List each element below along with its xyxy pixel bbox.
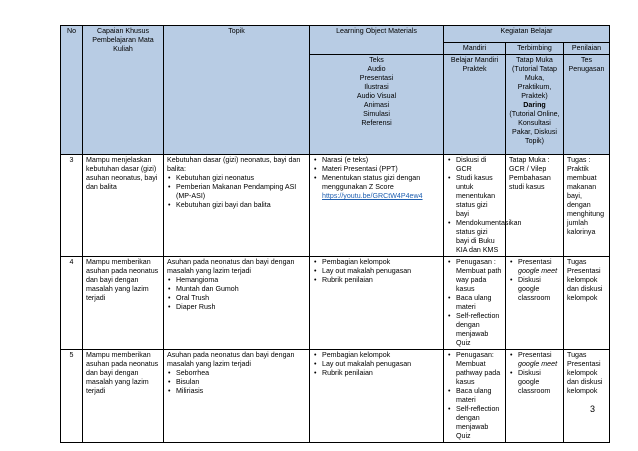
list-item: • Penugasan : Membuat path way pada kasus bbox=[447, 258, 502, 294]
row-capaian: Mampu memberikan asuhan pada neonatus dan bayi dengan masalah yang lazim terjadi bbox=[83, 257, 164, 350]
row-terbimbing: Tatap Muka : GCR / Vilep Pembahasan studi kasus bbox=[506, 155, 564, 257]
row-capaian: Mampu menjelaskan kebutuhan dasar (gizi) asuhan neonatus, bayi dan balita bbox=[83, 155, 164, 257]
terbimbing-desc: Tatap Muka (Tutorial Tatap Muka, Praktikum, Praktek) Daring (Tutorial Online, Konsultasi Pakar, Diskusi Topik) bbox=[506, 55, 564, 155]
row-no: 5 bbox=[61, 350, 83, 443]
header-kegiatan: Kegiatan Belajar bbox=[444, 26, 610, 43]
row-topik: Asuhan pada neonatus dan bayi dengan masalah yang lazim terjadi • Hemangioma • Muntah dan Gumoh • Oral Trush • Diaper Rush bbox=[164, 257, 310, 350]
list-item: • Lay out makalah penugasan bbox=[313, 267, 440, 276]
daring-label: Daring bbox=[523, 101, 546, 109]
list-item: • Diskusi google classroom bbox=[509, 276, 560, 303]
list-item: • Rubrik penilaian bbox=[313, 369, 440, 378]
list-item: • Self-reflection dengan menjawab Quiz bbox=[447, 312, 502, 348]
list-item: • Baca ulang materi bbox=[447, 294, 502, 312]
list-item: • Penugasan: Membuat pathway pada kasus bbox=[447, 351, 502, 387]
list-item: • Mendokumentasikan status gizi bayi di Buku KIA dan KMS bbox=[447, 219, 502, 255]
list-item: • Bisulan bbox=[167, 378, 306, 387]
header-terbimbing: Terbimbing bbox=[506, 43, 564, 55]
row-materi bbox=[310, 350, 444, 443]
header-lom: Learning Object Materials bbox=[310, 26, 444, 55]
list-item: • Baca ulang materi bbox=[447, 387, 502, 405]
row-penilaian: Tugas : Praktik membuat makanan bayi, dengan menghitung jumlah kalorinya bbox=[564, 155, 610, 257]
list-item: • Pemberian Makanan Pendamping ASI (MP-ASI) bbox=[167, 183, 306, 201]
header-no: No bbox=[61, 26, 83, 155]
row-mandiri bbox=[444, 257, 506, 350]
table-row bbox=[61, 257, 610, 350]
course-plan-table bbox=[60, 25, 610, 443]
youtube-link[interactable]: https://youtu.be/GRCtW4P4ew4 bbox=[322, 192, 423, 200]
list-item: • Muntah dan Gumoh bbox=[167, 285, 306, 294]
list-item: • Seborrhea bbox=[167, 369, 306, 378]
row-topik: Kebutuhan dasar (gizi) neonatus, bayi dan balita: • Kebutuhan gizi neonatus • Pemberian Makanan Pendamping ASI (MP-ASI) • Kebutuhan gizi bayi dan balita bbox=[164, 155, 310, 257]
row-capaian: Mampu memberikan asuhan pada neonatus dan bayi dengan masalah yang lazim terjadi bbox=[83, 350, 164, 443]
row-mandiri bbox=[444, 350, 506, 443]
row-terbimbing bbox=[506, 350, 564, 443]
row-materi bbox=[310, 257, 444, 350]
header-penilaian: Penilaian bbox=[564, 43, 610, 55]
list-item: • Diskusi di GCR bbox=[447, 156, 502, 174]
row-topik: Asuhan pada neonatus dan bayi dengan masalah yang lazim terjadi • Seborrhea • Bisulan • Miliriasis bbox=[164, 350, 310, 443]
row-no: 3 bbox=[61, 155, 83, 257]
list-item: • Miliriasis bbox=[167, 387, 306, 396]
list-item: • Studi kasus untuk menentukan status gizi bayi bbox=[447, 174, 502, 219]
list-item: • Self-reflection dengan menjawab Quiz bbox=[447, 405, 502, 441]
list-item: • Menentukan status gizi dengan menggunakan Z Score https://youtu.be/GRCtW4P4ew4 bbox=[313, 174, 440, 201]
list-item: • Lay out makalah penugasan bbox=[313, 360, 440, 369]
table-row bbox=[61, 350, 610, 443]
row-terbimbing bbox=[506, 257, 564, 350]
list-item: • Hemangioma bbox=[167, 276, 306, 285]
list-item: • Presentasi google meet bbox=[509, 258, 560, 276]
row-penilaian: Tugas Presentasi kelompok dan diskusi kelompok bbox=[564, 350, 610, 443]
header-capaian: Capaian Khusus Pembelajaran Mata Kuliah bbox=[83, 26, 164, 155]
list-item: • Presentasi google meet bbox=[509, 351, 560, 369]
row-no: 4 bbox=[61, 257, 83, 350]
header-topik: Topik bbox=[164, 26, 310, 155]
list-item: • Rubrik penilaian bbox=[313, 276, 440, 285]
penilaian-desc: Tes Penugasan bbox=[564, 55, 610, 155]
row-mandiri bbox=[444, 155, 522, 257]
list-item: • Diaper Rush bbox=[167, 303, 306, 312]
list-item: • Kebutuhan gizi neonatus bbox=[167, 174, 306, 183]
list-item: • Pembagian kelompok bbox=[313, 351, 440, 360]
list-item: • Narasi (e teks) bbox=[313, 156, 440, 165]
page-number: 3 bbox=[590, 404, 596, 414]
row-penilaian: Tugas Presentasi kelompok dan diskusi kelompok bbox=[564, 257, 610, 350]
table-row bbox=[61, 155, 610, 257]
lom-items: Teks Audio Presentasi Ilustrasi Audio Visual Animasi Simulasi Referensi bbox=[310, 55, 444, 155]
list-item: • Kebutuhan gizi bayi dan balita bbox=[167, 201, 306, 210]
header-mandiri: Mandiri bbox=[444, 43, 506, 55]
list-item: • Pembagian kelompok bbox=[313, 258, 440, 267]
row-materi bbox=[310, 155, 444, 257]
list-item: • Materi Presentasi (PPT) bbox=[313, 165, 440, 174]
mandiri-desc: Belajar Mandiri Praktek bbox=[444, 55, 506, 155]
list-item: • Oral Trush bbox=[167, 294, 306, 303]
list-item: • Diskusi google classroom bbox=[509, 369, 560, 396]
